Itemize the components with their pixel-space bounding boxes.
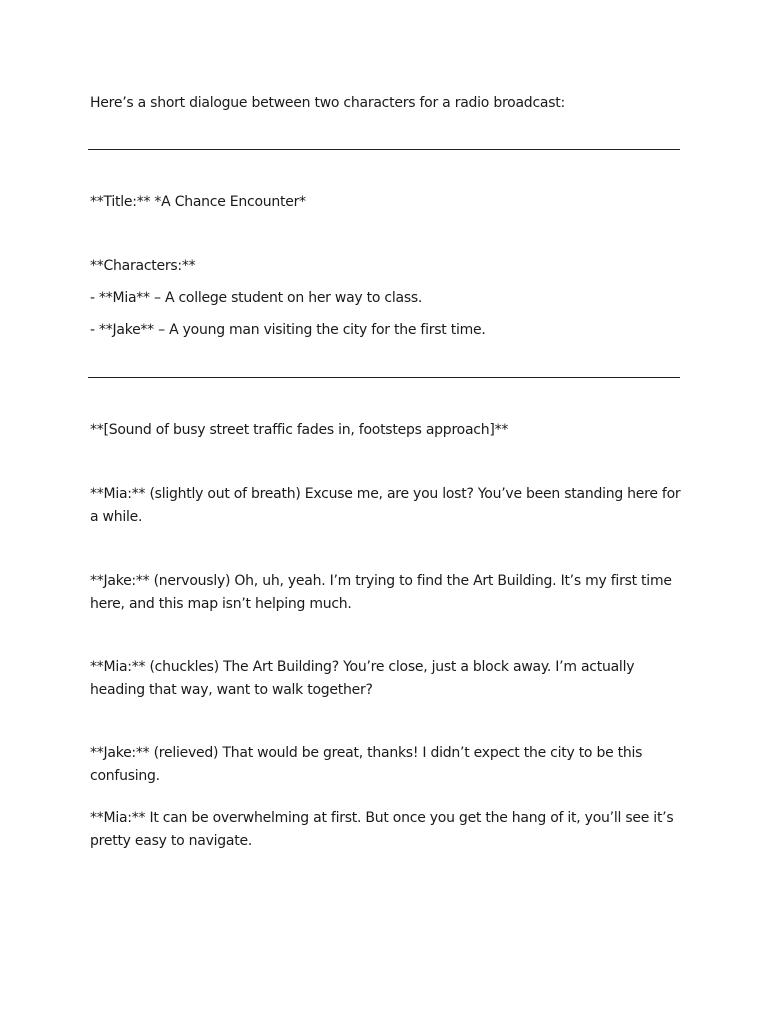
intro-text: Here’s a short dialogue between two characters for a radio broadcast:	[90, 95, 565, 111]
sound-cue: **[Sound of busy street traffic fades in, footsteps approach]**	[90, 422, 509, 438]
dialogue-line-5: **Mia:** It can be overwhelming at first. But once you get the hang of it, you’ll see it’s pretty easy to navigate.	[90, 810, 674, 849]
divider-1	[88, 149, 680, 150]
character-mia: - **Mia** – A college student on her way to class.	[90, 290, 423, 306]
title-line: **Title:** *A Chance Encounter*	[90, 194, 306, 210]
characters-heading: **Characters:**	[90, 258, 196, 274]
character-jake: - **Jake** – A young man visiting the city for the first time.	[90, 322, 486, 338]
dialogue-line-4: **Jake:** (relieved) That would be great, thanks! I didn’t expect the city to be this confusing.	[90, 745, 643, 784]
divider-2	[88, 377, 680, 378]
dialogue-line-2: **Jake:** (nervously) Oh, uh, yeah. I’m trying to find the Art Building. It’s my first time here, and this map isn’t helping much.	[90, 573, 672, 612]
dialogue-line-1: **Mia:** (slightly out of breath) Excuse me, are you lost? You’ve been standing here for a while.	[90, 486, 681, 525]
dialogue-line-3: **Mia:** (chuckles) The Art Building? You’re close, just a block away. I’m actually heading that way, want to walk together?	[90, 659, 635, 698]
